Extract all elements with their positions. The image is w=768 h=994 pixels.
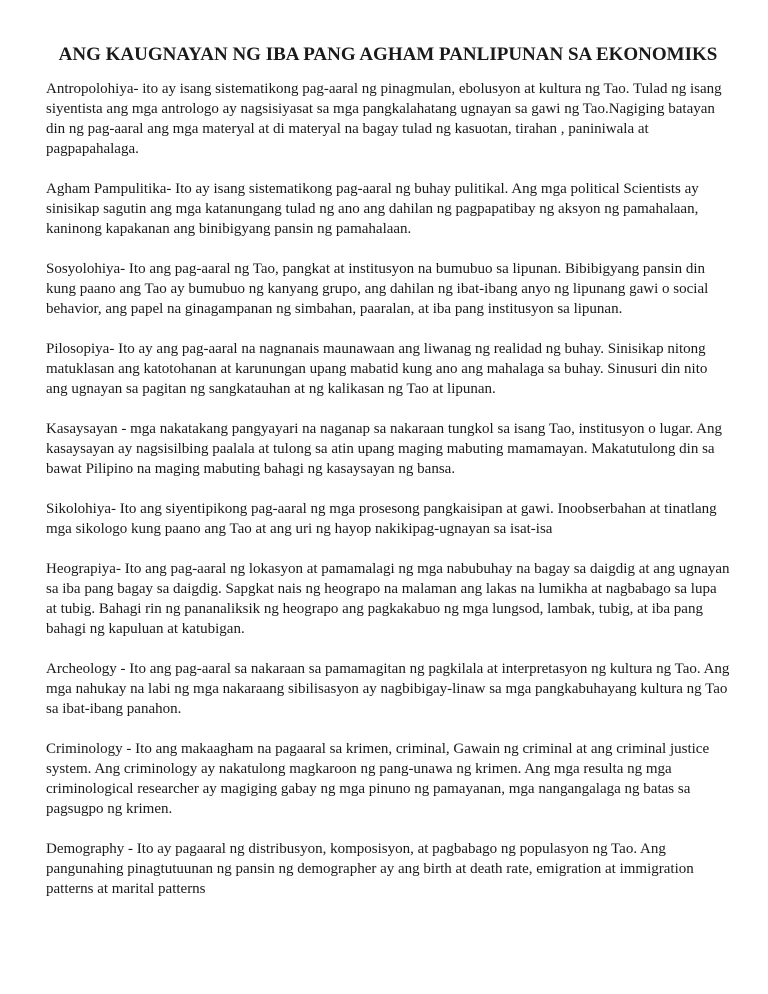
paragraph-sosyolohiya: Sosyolohiya- Ito ang pag-aaral ng Tao, pangkat at institusyon na bumubuo sa lipunan. Bibibigyang pansin din kung paano ang Tao ay bumubuo ng kanyang grupo, ang dahilan ng ibat-ibang anyo ng lipunang gawi o social behavior, ang papel na ginagampanan ng simbahan, paaralan, at iba pang institusyon sa lipunan. — [46, 261, 709, 317]
paragraph-antropolohiya: Antropolohiya- ito ay isang sistematikong pag-aaral ng pinagmulan, ebolusyon at kultura ng Tao. Tulad ng isang siyentista ang mga antrologo ay nagsisiyasat sa mga pangkalahatang ugnayan sa gawi ng Tao.Nagiging batayan din ng pag-aaral ang mga materyal at di materyal na bagay tulad ng kasuotan, tirahan , paniniwala at pagpapahalaga. — [46, 81, 722, 157]
paragraph-archeology: Archeology - Ito ang pag-aaral sa nakaraan sa pamamagitan ng pagkilala at interpretasyon ng kultura ng Tao. Ang mga nahukay na labi ng mga nakaraang sibilisasyon ay nagbibigay-linaw sa mga pangkabuhayang kultura ng Tao sa ibat-ibang panahon. — [46, 661, 730, 717]
page-title: ANG KAUGNAYAN NG IBA PANG AGHAM PANLIPUNAN SA EKONOMIKS — [58, 44, 718, 65]
paragraph-heograpiya: Heograpiya- Ito ang pag-aaral ng lokasyon at pamamalagi ng mga nabubuhay na bagay sa daigdig at ang ugnayan sa iba pang bagay sa daigdig. Sapgkat nais ng heograpo na malaman ang lakas na lumikha at nagbabago sa lupa at tubig. Bahagi rin ng pananaliksik ng heograpo ang pagkakabuo ng mga lungsod, lambak, tubig, at iba pang bahagi ng kapuluan at katubigan. — [46, 561, 730, 637]
paragraph-criminology: Criminology - Ito ang makaagham na pagaaral sa krimen, criminal, Gawain ng criminal at ang criminal justice system. Ang criminology ay nakatulong magkaroon ng pang-unawa ng krimen. Ang mga resulta ng mga criminological researcher ay magiging gabay ng mga pinuno ng pamayanan, mga nangangalaga ng batas sa pagsugpo ng krimen. — [46, 741, 710, 817]
paragraph-agham-pampulitika: Agham Pampulitika- Ito ay isang sistematikong pag-aaral ng buhay pulitikal. Ang mga political Scientists ay sinisikap sagutin ang mga katanungang tulad ng ano ang dahilan ng pagpapatibay ng aksyon ng pamahalaan, kaninong kapakanan ang binibigyang pansin ng pamahalaan. — [46, 181, 699, 237]
paragraph-pilosopiya: Pilosopiya- Ito ay ang pag-aaral na nagnanais maunawaan ang liwanag ng realidad ng buhay. Sinisikap nitong matuklasan ang katotohanan at karunungan upang mabatid kung ano ang mahalaga sa buhay. Sinusuri din nito ang ugnayan sa pagitan ng sangkatauhan at ng kalikasan ng Tao at lipunan. — [46, 341, 708, 397]
document-page — [46, 43, 730, 919]
paragraph-sikolohiya: Sikolohiya- Ito ang siyentipikong pag-aaral ng mga prosesong pangkaisipan at gawi. Inoobserbahan at tinatlang mga sikologo kung paano ang Tao at ang uri ng hayop nakikipag-ugnayan sa isat-isa — [46, 501, 717, 537]
paragraph-kasaysayan: Kasaysayan - mga nakatakang pangyayari na naganap sa nakaraan tungkol sa isang Tao, institusyon o lugar. Ang kasaysayan ay nagsisilbing paalala at tulong sa atin upang maging mabuting mamamayan. Makatutulong din sa bawat Pilipino na maging mabuting bahagi ng kasaysayan ng bansa. — [46, 421, 722, 477]
paragraph-demography: Demography - Ito ay pagaaral ng distribusyon, komposisyon, at pagbabago ng populasyon ng Tao. Ang pangunahing pinagtutuunan ng pansin ng demographer ay ang birth at death rate, emigration at immigration patterns at marital patterns — [46, 841, 694, 897]
